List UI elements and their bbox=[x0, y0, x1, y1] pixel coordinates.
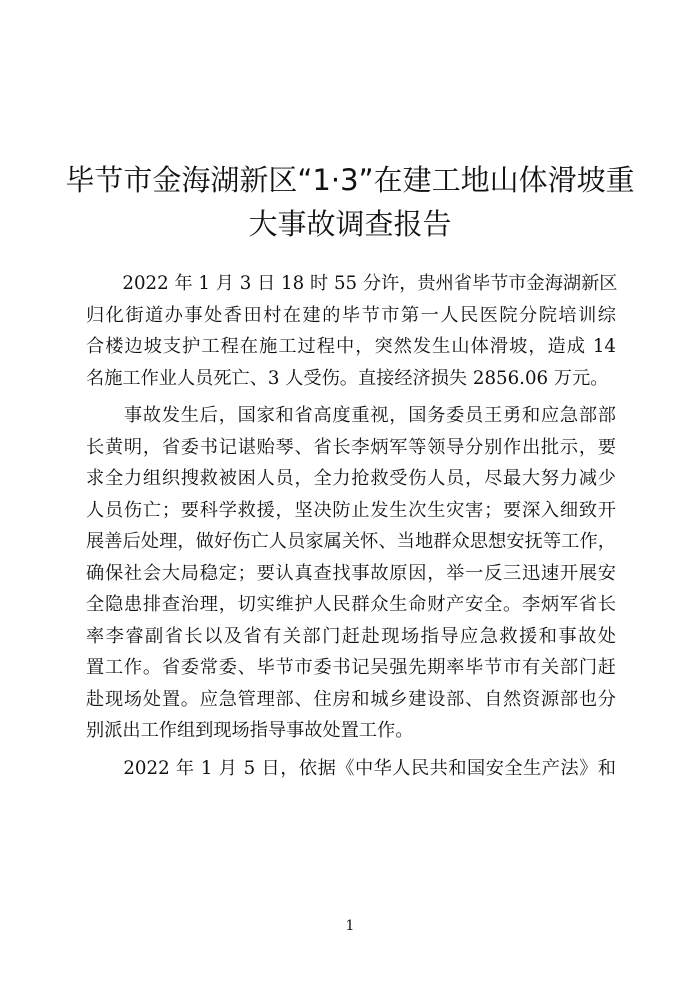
paragraph-line: 全隐患排查治理，切实维护人民群众生命财产安全。李炳军省长 bbox=[86, 594, 616, 615]
paragraph-line: 合楼边坡支护工程在施工过程中，突然发生山体滑坡，造成 14 bbox=[86, 336, 616, 357]
document-body bbox=[86, 268, 616, 790]
paragraph-line: 长黄明，省委书记谌贻琴、省长李炳军等领导分别作出批示，要 bbox=[86, 436, 616, 458]
title-line-1: 毕节市金海湖新区“1·3”在建工地山体滑坡重 bbox=[65, 163, 635, 197]
paragraph-line: 人员伤亡；要科学救援，坚决防止发生次生灾害；要深入细致开 bbox=[86, 499, 616, 521]
paragraph-line: 归化街道办事处香田村在建的毕节市第一人民医院分院培训综 bbox=[86, 304, 616, 326]
title-line-2: 大事故调查报告 bbox=[248, 207, 452, 241]
paragraph-line: 2022 年 1 月 5 日，依据《中华人民共和国安全生产法》和 bbox=[86, 757, 616, 779]
paragraph-line: 率李睿副省长以及省有关部门赶赴现场指导应急救援和事故处 bbox=[86, 625, 616, 647]
paragraph-line: 名施工作业人员死亡、3 人受伤。直接经济损失 2856.06 万元。 bbox=[86, 367, 609, 389]
paragraph-line: 别派出工作组到现场指导事故处置工作。 bbox=[86, 720, 414, 741]
paragraph-line: 确保社会大局稳定；要认真查找事故原因，举一反三迅速开展安 bbox=[86, 562, 616, 584]
paragraph-line: 2022 年 1 月 3 日 18 时 55 分许，贵州省毕节市金海湖新区 bbox=[86, 273, 618, 294]
paragraph-1 bbox=[86, 268, 616, 394]
paragraph-line: 展善后处理，做好伤亡人员家属关怀、当地群众思想安抚等工作， bbox=[86, 531, 616, 552]
paragraph-line: 赴现场处置。应急管理部、住房和城乡建设部、自然资源部也分 bbox=[86, 688, 616, 710]
paragraph-2 bbox=[86, 400, 616, 747]
paragraph-line: 求全力组织搜救被困人员，全力抢救受伤人员，尽最大努力减少 bbox=[86, 468, 616, 489]
paragraph-line: 事故发生后，国家和省高度重视，国务委员王勇和应急部部 bbox=[86, 405, 616, 426]
paragraph-line: 置工作。省委常委、毕节市委书记吴强先期率毕节市有关部门赶 bbox=[86, 657, 616, 678]
page-number: 1 bbox=[345, 918, 355, 934]
document-title bbox=[60, 158, 640, 246]
paragraph-3 bbox=[86, 753, 616, 785]
